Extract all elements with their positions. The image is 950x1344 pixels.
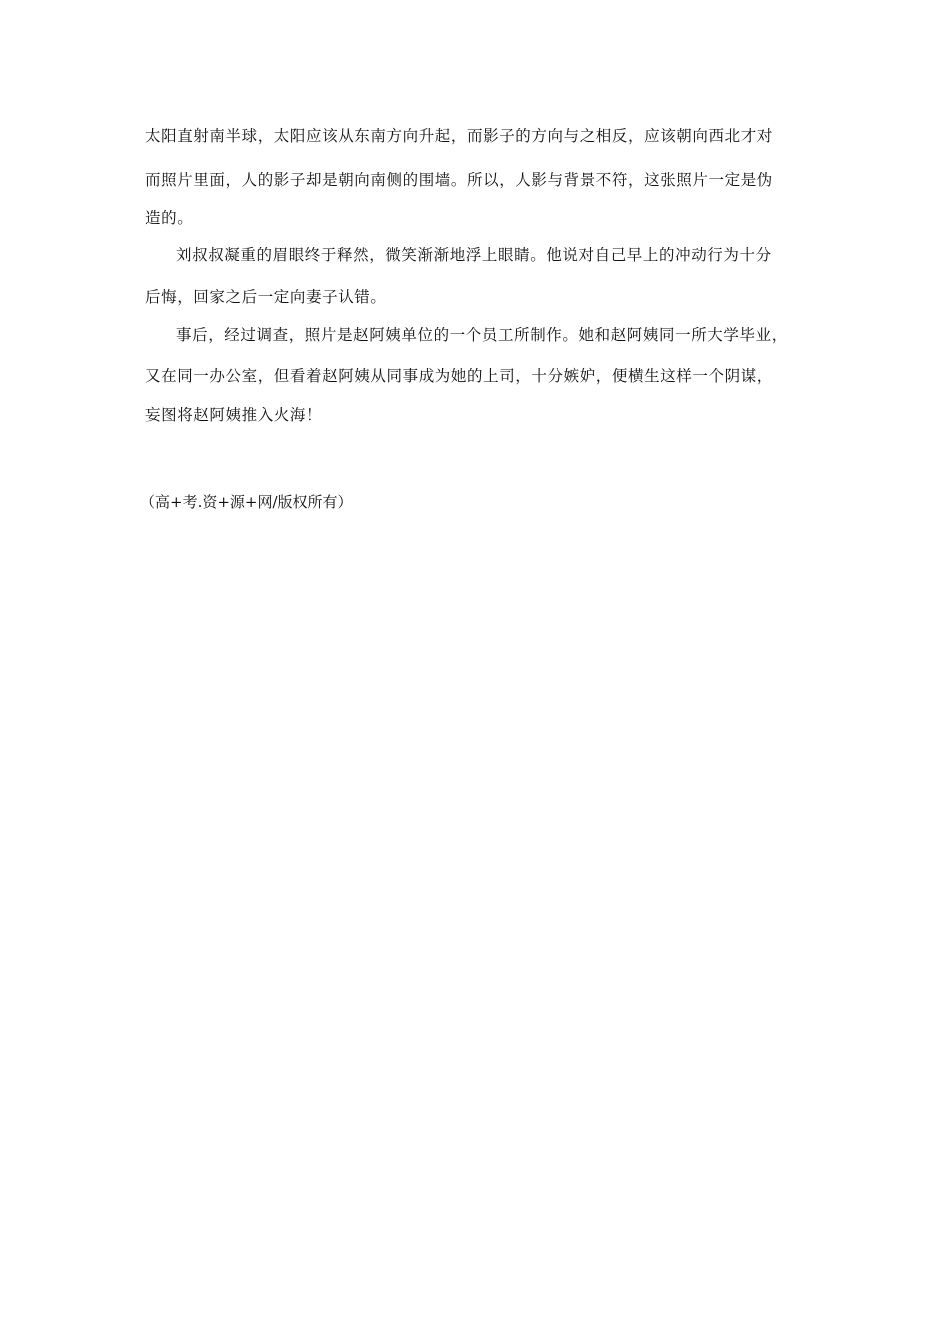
text-line-7: 又在同一办公室，但看着赵阿姨从同事成为她的上司，十分嫉妒，便横生这样一个阴谋， [145,367,773,385]
text-line-3: 造的。 [145,209,194,227]
text-line-5: 后悔，回家之后一定向妻子认错。 [145,288,387,306]
copyright-footer: （高+考.资+源+网/版权所有） [140,493,353,511]
text-line-8: 妄图将赵阿姨推入火海！ [145,406,323,424]
text-line-6: 事后，经过调查，照片是赵阿姨单位的一个员工所制作。她和赵阿姨同一所大学毕业， [176,326,788,344]
text-line-4: 刘叔叔凝重的眉眼终于释然，微笑渐渐地浮上眼睛。他说对自己早上的冲动行为十分 [176,246,772,264]
text-line-2: 而照片里面，人的影子却是朝向南侧的围墙。所以，人影与背景不符，这张照片一定是伪 [145,171,773,189]
text-line-1: 太阳直射南半球，太阳应该从东南方向升起，而影子的方向与之相反，应该朝向西北才对 [145,127,773,145]
